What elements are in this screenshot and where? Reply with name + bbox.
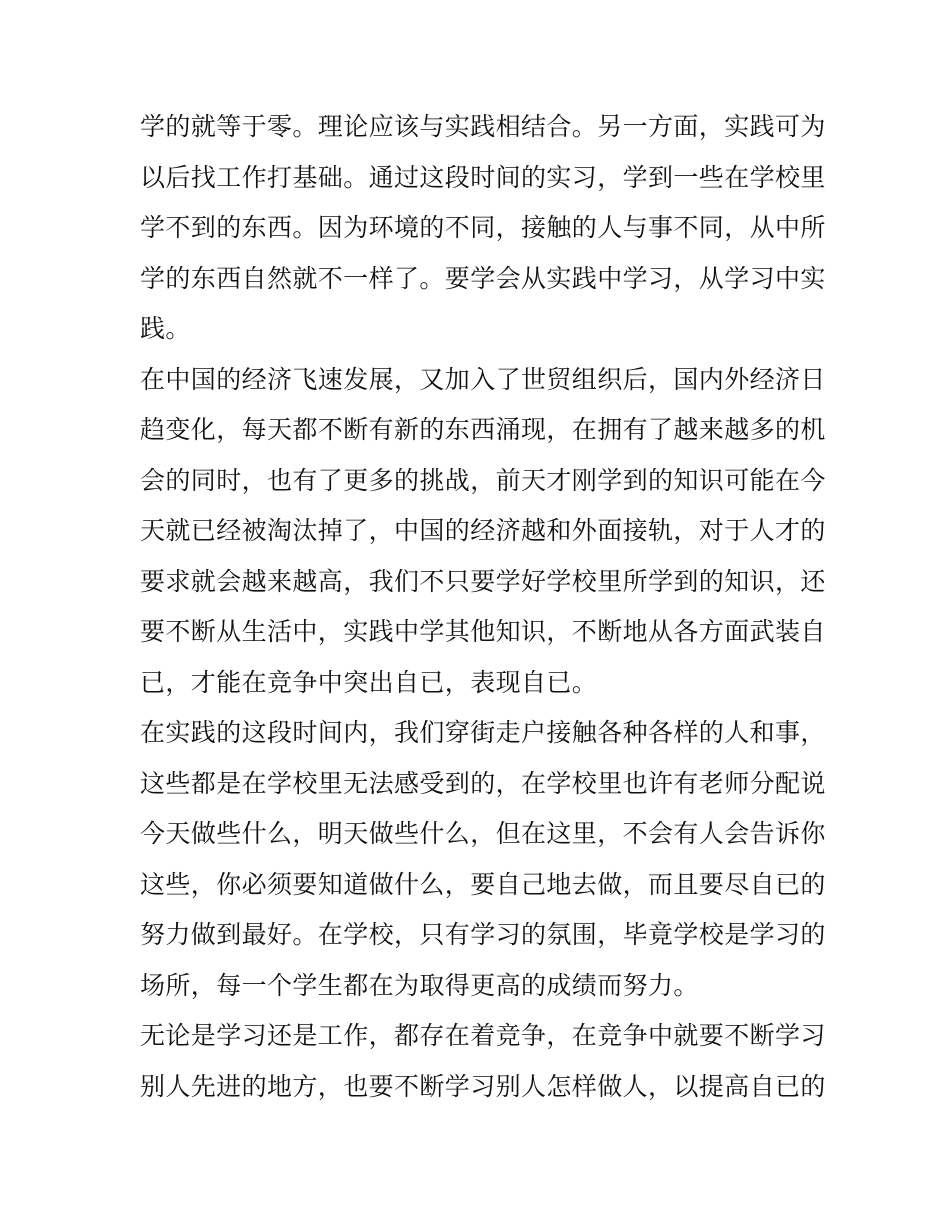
text-line: 无论是学习还是工作，都存在着竞争，在竞争中就要不断学习 <box>140 1021 826 1050</box>
text-line: 在中国的经济飞速发展，又加入了世贸组织后，国内外经济日 <box>140 364 826 394</box>
text-line: 趋变化，每天都不断有新的东西涌现，在拥有了越来越多的机 <box>140 415 826 444</box>
text-line: 已，才能在竞争中突出自已，表现自已。 <box>140 667 598 697</box>
text-line: 以后找工作打基础。通过这段时间的实习，学到一些在学校里 <box>140 162 826 192</box>
text-line: 努力做到最好。在学校，只有学习的氛围，毕竟学校是学习的 <box>140 920 826 949</box>
text-line: 天就已经被淘汰掉了，中国的经济越和外面接轨，对于人才的 <box>140 516 826 545</box>
text-line: 在实践的这段时间内，我们穿街走户接触各种各样的人和事， <box>140 718 826 747</box>
text-line: 要求就会越来越高，我们不只要学好学校里所学到的知识，还 <box>140 566 826 596</box>
text-line: 学的就等于零。理论应该与实践相结合。另一方面，实践可为 <box>140 112 826 141</box>
text-line: 别人先进的地方，也要不断学习别人怎样做人，以提高自已的 <box>140 1071 826 1101</box>
text-line: 这些，你必须要知道做什么，要自己地去做，而且要尽自已的 <box>140 869 826 899</box>
text-line: 要不断从生活中，实践中学其他知识，不断地从各方面武装自 <box>140 617 826 646</box>
text-line: 学的东西自然就不一样了。要学会从实践中学习，从学习中实 <box>140 263 826 293</box>
text-line: 场所，每一个学生都在为取得更高的成绩而努力。 <box>140 970 699 1000</box>
text-line: 会的同时，也有了更多的挑战，前天才刚学到的知识可能在今 <box>140 465 826 495</box>
text-line: 践。 <box>140 314 191 343</box>
text-line: 今天做些什么，明天做些什么，但在这里，不会有人会告诉你 <box>140 819 826 848</box>
document-body <box>140 102 826 1112</box>
text-line: 学不到的东西。因为环境的不同，接触的人与事不同，从中所 <box>140 213 826 242</box>
text-line: 这些都是在学校里无法感受到的，在学校里也许有老师分配说 <box>140 768 826 798</box>
